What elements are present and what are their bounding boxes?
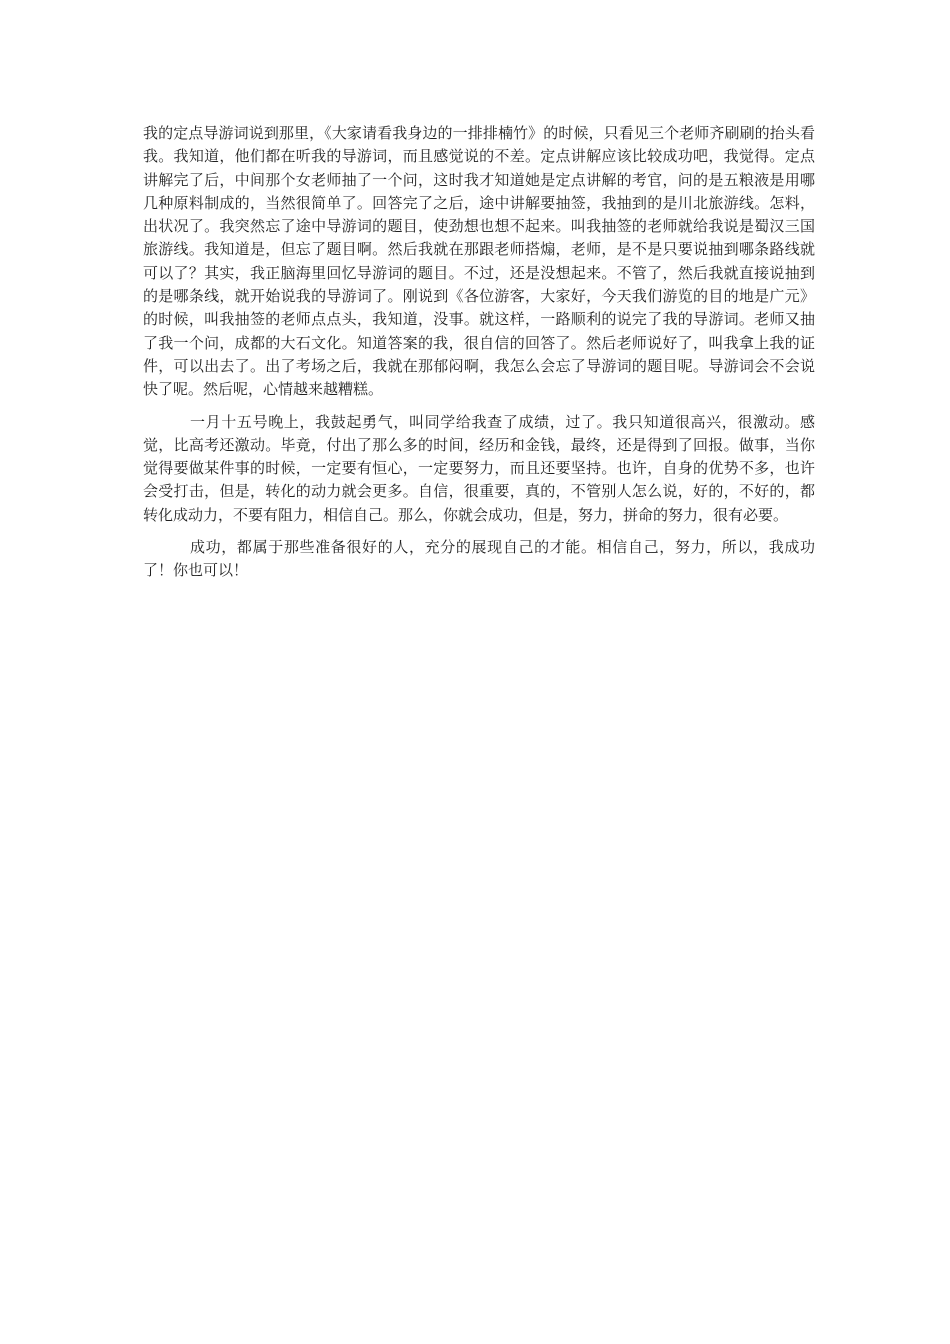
paragraph-exam-story: 我的定点导游词说到那里，《大家请看我身边的一排排楠竹》的时候，只看见三个老师齐刷刷的抬头看我。我知道，他们都在听我的导游词，而且感觉说的不差。定点讲解应该比较成功吧，我觉得。定点讲解完了后，中间那个女老师抽了一个问，这时我才知道她是定点讲解的考官，问的是五粮液是用哪几种原料制成的，当然很简单了。回答完了之后，途中讲解要抽签，我抽到的是川北旅游线。怎料，出状况了。我突然忘了途中导游词的题目，使劲想也想不起来。叫我抽签的老师就给我说是蜀汉三国旅游线。我知道是，但忘了题目啊。然后我就在那跟老师搭煽，老师，是不是只要说抽到哪条路线就可以了？其实，我正脑海里回忆导游词的题目。不过，还是没想起来。不管了，然后我就直接说抽到的是哪条线，就开始说我的导游词了。刚说到《各位游客，大家好，今天我们游览的目的地是广元》的时候，叫我抽签的老师点点头，我知道，没事。就这样，一路顺利的说完了我的导游词。老师又抽了我一个问，成都的大石文化。知道答案的我，很自信的回答了。然后老师说好了，叫我拿上我的证件，可以出去了。出了考场之后，我就在那郁闷啊，我怎么会忘了导游词的题目呢。导游词会不会说快了呢。然后呢，心情越来越糟糕。 (143, 124, 815, 399)
paragraph-conclusion: 成功，都属于那些准备很好的人，充分的展现自己的才能。相信自己，努力，所以，我成功了！你也可以！ (143, 538, 815, 580)
paragraph-result-reflection: 一月十五号晚上，我鼓起勇气，叫同学给我查了成绩，过了。我只知道很高兴，很激动。感觉，比高考还激动。毕竟，付出了那么多的时间，经历和金钱，最终，还是得到了回报。做事，当你觉得要做某件事的时候，一定要有恒心，一定要努力，而且还要坚持。也许，自身的优势不多，也许会受打击，但是，转化的动力就会更多。自信，很重要，真的，不管别人怎么说，好的，不好的，都转化成动力，不要有阻力，相信自己。那么，你就会成功，但是，努力，拼命的努力，很有必要。 (143, 412, 815, 524)
document-body (143, 122, 815, 592)
